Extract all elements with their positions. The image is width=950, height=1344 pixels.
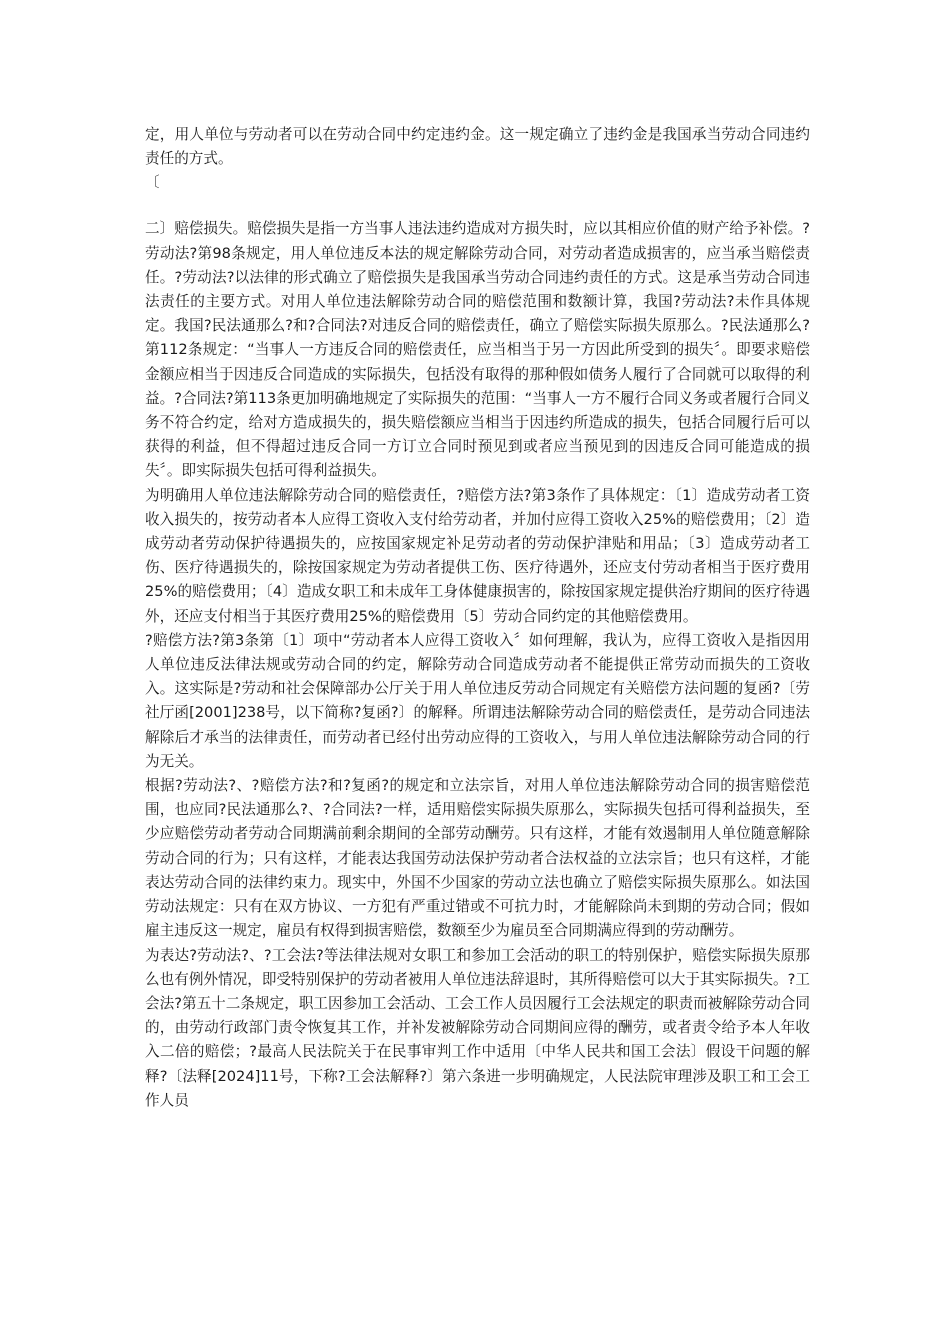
blank-line (145, 195, 810, 217)
paragraph-bracket: 〔 (145, 174, 160, 192)
paragraph-special-protection: 为表达?劳动法?、?工会法?等法律法规对女职工和参加工会活动的职工的特别保护，赔偿实际损失原那么也有例外情况，即受特别保护的劳动者被用人单位违法辞退时，其所得赔偿可以大于其实际损失。?工会法?第五十二条规定，职工因参加工会活动、工会工作人员因履行工会法规定的职责而被解除劳动合同的，由劳动行政部门责令恢复其工作，并补发被解除劳动合同期间应得的酬劳，或者责令给予本人年收入二倍的赔偿；?最高人民法院关于在民事审判工作中适用〔中华人民共和国工会法〕假设干问题的解释?〔法释[2024]11号，下称?工会法解释?〕第六条进一步明确规定，人民法院审理涉及职工和工会工作人员 (145, 946, 810, 1109)
paragraph-compensation-method: 为明确用人单位违法解除劳动合同的赔偿责任，?赔偿方法?第3条作了具体规定：〔1〕造成劳动者工资收入损失的，按劳动者本人应得工资收入支付给劳动者，并加付应得工资收入25%的赔偿费用；〔2〕造成劳动者劳动保护待遇损失的，应按国家规定补足劳动者的劳动保护津贴和用品；〔3〕造成劳动者工伤、医疗待遇损失的，除按国家规定为劳动者提供工伤、医疗待遇外，还应支付劳动者相当于医疗费用25%的赔偿费用；〔4〕造成女职工和未成年工身体健康损害的，除按国家规定提供治疗期间的医疗待遇外，还应支付相当于其医疗费用25%的赔偿费用〔5〕劳动合同约定的其他赔偿费用。 (145, 486, 810, 625)
document-body (145, 123, 810, 1113)
paragraph-wage-income: ?赔偿方法?第3条第〔1〕项中“劳动者本人应得工资收入〞如何理解，我认为，应得工资收入是指因用人单位违反法律法规或劳动合同的约定，解除劳动合同造成劳动者不能提供正常劳动而损失的工资收入。这实际是?劳动和社会保障部办公厅关于用人单位违反劳动合同规定有关赔偿方法问题的复函?〔劳社厅函[2001]238号，以下简称?复函?〕的解释。所谓违法解除劳动合同的赔偿责任，是劳动合同违法解除后才承当的法律责任，而劳动者已经付出劳动应得的工资收入，与用人单位违法解除劳动合同的行为无关。 (145, 631, 810, 770)
paragraph-penalty-clause: 定，用人单位与劳动者可以在劳动合同中约定违约金。这一规定确立了违约金是我国承当劳动合同违约责任的方式。 (145, 126, 810, 168)
paragraph-legislative-intent: 根据?劳动法?、?赔偿方法?和?复函?的规定和立法宗旨，对用人单位违法解除劳动合同的损害赔偿范围，也应同?民法通那么?、?合同法?一样，适用赔偿实际损失原那么，实际损失包括可得利益损失，至少应赔偿劳动者劳动合同期满前剩余期间的全部劳动酬劳。只有这样，才能有效遏制用人单位随意解除劳动合同的行为；只有这样，才能表达我国劳动法保护劳动者合法权益的立法宗旨；也只有这样，才能表达劳动合同的法律约束力。现实中，外国不少国家的劳动立法也确立了赔偿实际损失原那么。如法国劳动法规定：只有在双方协议、一方犯有严重过错或不可抗力时，才能解除尚未到期的劳动合同；假如雇主违反这一规定，雇员有权得到损害赔偿，数额至少为雇员至合同期满应得到的劳动酬劳。 (145, 777, 810, 940)
paragraph-damages: 二〕赔偿损失。赔偿损失是指一方当事人违法违约造成对方损失时，应以其相应价值的财产给予补偿。?劳动法?第98条规定，用人单位违反本法的规定解除劳动合同，对劳动者造成损害的，应当承当赔偿责任。?劳动法?以法律的形式确立了赔偿损失是我国承当劳动合同违约责任的方式。这是承当劳动合同违法责任的主要方式。对用人单位违法解除劳动合同的赔偿范围和数额计算，我国?劳动法?未作具体规定。我国?民法通那么?和?合同法?对违反合同的赔偿责任，确立了赔偿实际损失原那么。?民法通那么?第112条规定：“当事人一方违反合同的赔偿责任，应当相当于另一方因此所受到的损失〞。即要求赔偿金额应相当于因违反合同造成的实际损失，包括没有取得的那种假如债务人履行了合同就可以取得的利益。?合同法?第113条更加明确地规定了实际损失的范围：“当事人一方不履行合同义务或者履行合同义务不符合约定，给对方造成损失的，损失赔偿额应当相当于因违约所造成的损失，包括合同履行后可以获得的利益，但不得超过违反合同一方订立合同时预见到或者应当预见到的因违反合同可能造成的损失〞。即实际损失包括可得利益损失。 (145, 220, 810, 480)
